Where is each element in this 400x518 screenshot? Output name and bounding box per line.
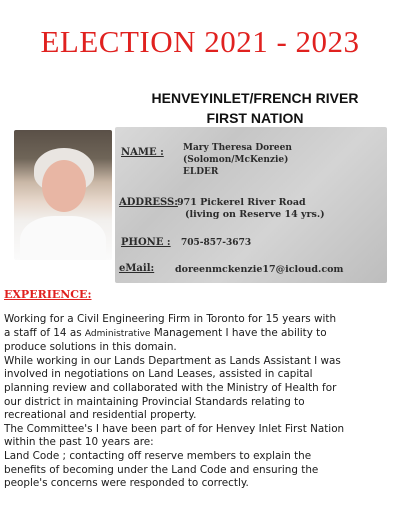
experience-heading: EXPERIENCE:: [4, 288, 92, 301]
text-segment: Administrative: [84, 328, 151, 339]
first-nation-heading: [120, 88, 390, 128]
experience-body: [4, 313, 398, 491]
text-segment: Management I have the ability to: [150, 326, 327, 339]
phone-value: 705-857-3673: [181, 238, 252, 248]
address-label: ADDRESS:: [119, 197, 178, 208]
text-line: produce solutions in this domain.: [4, 341, 177, 354]
name-label: NAME :: [121, 147, 164, 158]
name-line-1: Mary Theresa Doreen: [183, 143, 292, 153]
text-segment: a staff of 14 as: [4, 326, 85, 339]
text-line: involved in negotiations on Land Leases, assisted in capital: [4, 368, 313, 381]
photo-face: [42, 160, 86, 212]
name-line-3: ELDER: [183, 167, 219, 177]
email-label: eMail:: [119, 263, 155, 274]
text-line: The Committee's I have been part of for Henvey Inlet First Nation: [4, 422, 345, 435]
text-line: planning review and collaborated with the Ministry of Health for: [4, 381, 337, 394]
election-title: ELECTION 2021 - 2023: [40, 24, 360, 59]
text-line: [4, 327, 398, 342]
address-line-1: 971 Pickerel River Road: [177, 197, 306, 208]
nation-line-2: FIRST NATION: [206, 110, 304, 126]
nation-line-1: HENVEYINLET/FRENCH RIVER: [151, 90, 359, 106]
name-line-2: (Solomon/McKenzie): [183, 155, 289, 165]
address-line-2: (living on Reserve 14 yrs.): [185, 209, 325, 220]
email-value: doreenmckenzie17@icloud.com: [175, 264, 344, 275]
text-line: Working for a Civil Engineering Firm in Toronto for 15 years with: [4, 313, 337, 325]
text-line: within the past 10 years are:: [4, 436, 154, 449]
text-line: recreational and residential property.: [4, 409, 197, 422]
text-line: our district in maintaining Provincial Standards relating to: [4, 395, 305, 408]
photo-shirt: [20, 216, 106, 260]
text-line: Land Code ; contacting off reserve members to explain the: [4, 449, 312, 462]
text-line: people's concerns were responded to correctly.: [4, 477, 249, 490]
text-line: While working in our Lands Department as Lands Assistant I was: [4, 354, 341, 367]
candidate-photo: [14, 130, 112, 260]
phone-label: PHONE :: [121, 237, 171, 248]
candidate-info-card: [115, 127, 387, 283]
text-line: benefits of becoming under the Land Code and ensuring the: [4, 463, 319, 476]
